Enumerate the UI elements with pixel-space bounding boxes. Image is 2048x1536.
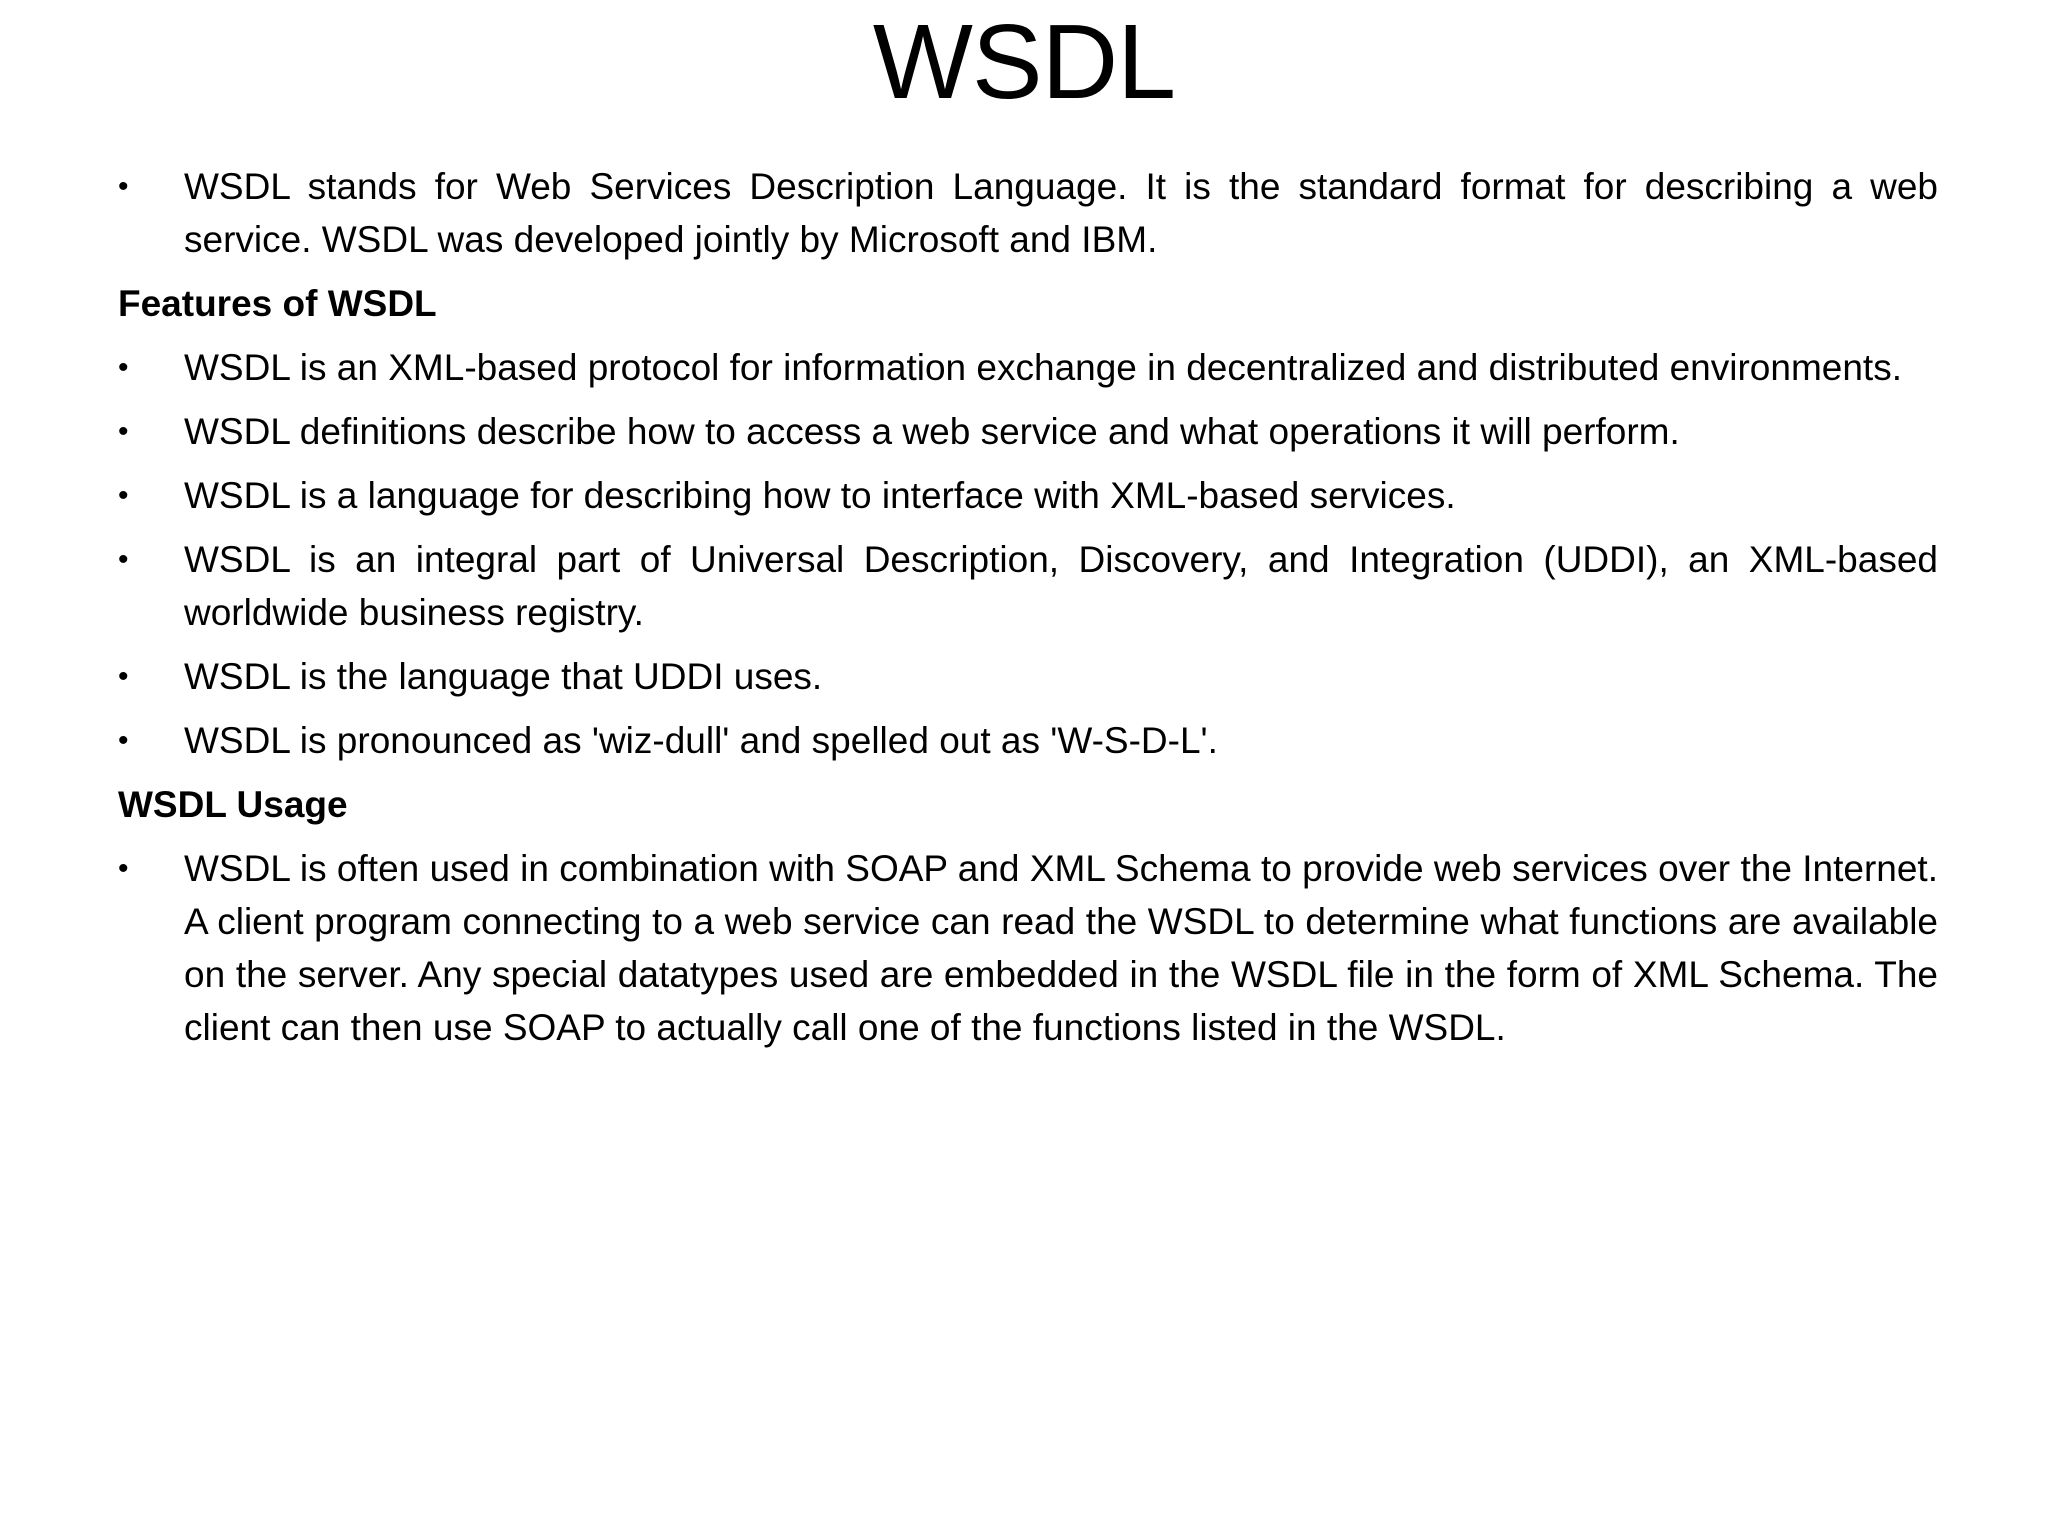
bullet-item-feature [118, 714, 1938, 767]
bullet-text: WSDL definitions describe how to access a web service and what operations it will perform. [184, 411, 1680, 452]
bullet-item-feature [118, 533, 1938, 639]
bullet-item-feature [118, 469, 1938, 522]
bullet-icon: • [118, 170, 129, 203]
bullet-item-intro [118, 160, 1938, 266]
bullet-icon: • [118, 479, 129, 512]
bullet-icon: • [118, 724, 129, 757]
bullet-text: WSDL is pronounced as 'wiz-dull' and spelled out as 'W-S-D-L'. [184, 720, 1218, 761]
bullet-icon: • [118, 351, 129, 384]
section-heading-usage: WSDL Usage [118, 784, 348, 825]
bullet-text: WSDL is a language for describing how to interface with XML-based services. [184, 475, 1456, 516]
bullet-icon: • [118, 660, 129, 693]
bullet-text: WSDL stands for Web Services Description Language. It is the standard format for describing a web service. WSDL was developed jointly by Microsoft and IBM. [184, 166, 1938, 260]
bullet-text: WSDL is an integral part of Universal Description, Discovery, and Integration (UDDI), an XML-based worldwide business registry. [184, 539, 1938, 633]
bullet-text: WSDL is an XML-based protocol for information exchange in decentralized and distributed environments. [184, 347, 1902, 388]
bullet-icon: • [118, 852, 129, 885]
bullet-item-feature [118, 341, 1938, 394]
bullet-text: WSDL is often used in combination with SOAP and XML Schema to provide web services over the Internet. A client program connecting to a web service can read the WSDL to determine what functions are available on the server. Any special datatypes used are embedded in the WSDL file in the form of XML Schema. The client can then use SOAP to actually call one of the functions listed in the WSDL. [184, 848, 1938, 1048]
bullet-item-usage [118, 842, 1938, 1054]
section-heading-features: Features of WSDL [118, 283, 437, 324]
slide-title: WSDL [872, 3, 1176, 121]
slide-content [118, 160, 1938, 1065]
bullet-icon: • [118, 415, 129, 448]
bullet-icon: • [118, 543, 129, 576]
bullet-text: WSDL is the language that UDDI uses. [184, 656, 823, 697]
bullet-item-feature [118, 405, 1938, 458]
bullet-item-feature [118, 650, 1938, 703]
